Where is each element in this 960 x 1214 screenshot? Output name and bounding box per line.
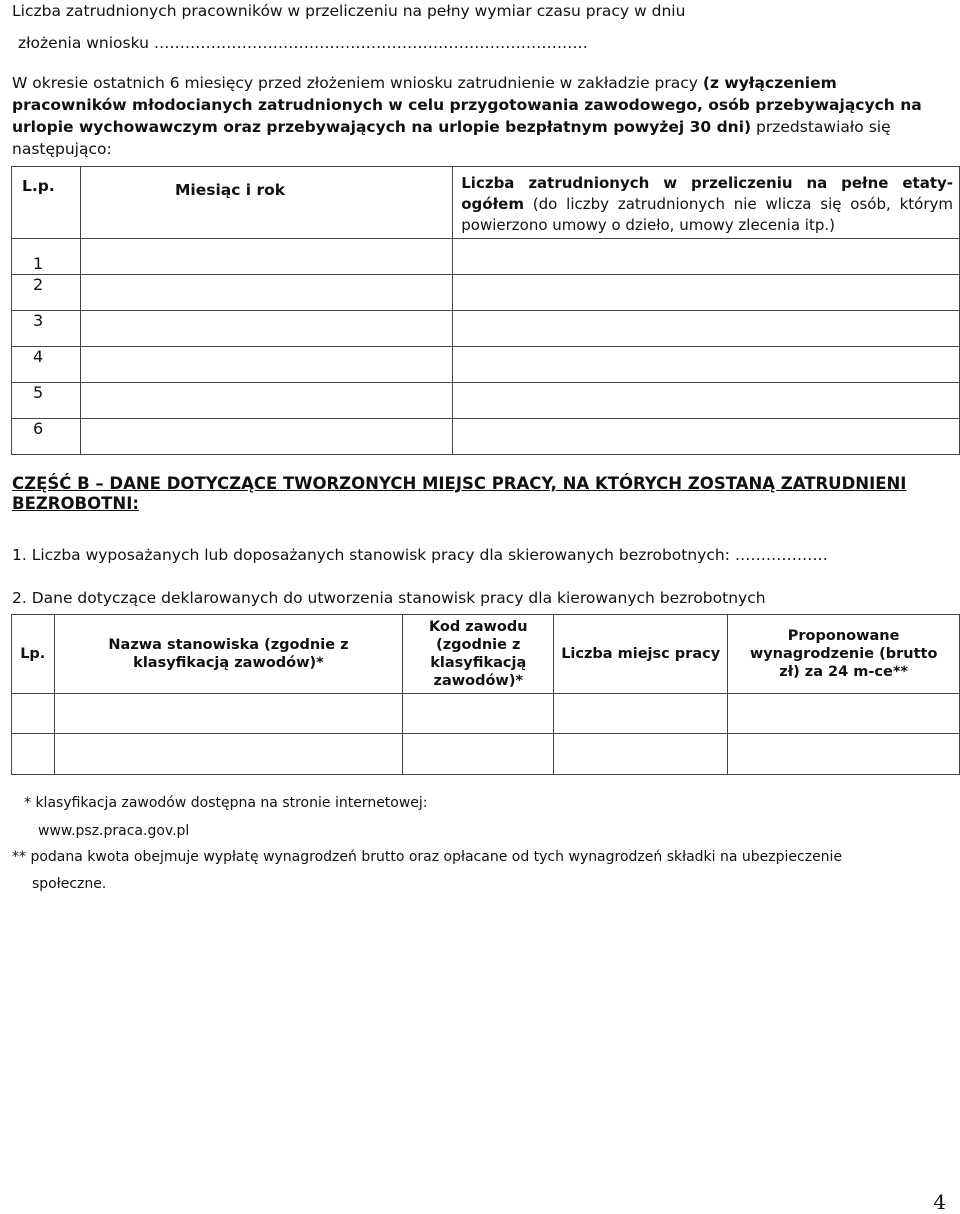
col-header-count-note: (do liczby zatrudnionych nie wlicza się osób, którym powierzono umowy o dzieło, umowy zlecenia itp.) xyxy=(461,195,953,234)
col-header-salary: Proponowane wynagrodzenie (brutto zł) za 24 m-ce** xyxy=(728,615,960,694)
month-cell[interactable] xyxy=(80,383,452,419)
month-cell[interactable] xyxy=(80,347,452,383)
row-number: 3 xyxy=(12,311,81,347)
occupation-code-cell[interactable] xyxy=(403,734,554,775)
col-header-month: Miesiąc i rok xyxy=(80,167,452,239)
occupation-code-cell[interactable] xyxy=(403,694,554,734)
col-header-position-name: Nazwa stanowiska (zgodnie z klasyfikacją zawodów)* xyxy=(54,615,403,694)
col-header-occupation-code: Kod zawodu (zgodnie z klasyfikacją zawodów)* xyxy=(403,615,554,694)
salary-cell[interactable] xyxy=(728,734,960,775)
month-cell[interactable] xyxy=(80,275,452,311)
row-number: 2 xyxy=(12,275,81,311)
lp-cell[interactable] xyxy=(12,694,55,734)
position-name-cell[interactable] xyxy=(54,694,403,734)
footnote-1-line-1: * klasyfikacja zawodów dostępna na stronie internetowej: xyxy=(24,795,428,811)
intro-plain-start: W okresie ostatnich 6 miesięcy przed złożeniem wniosku zatrudnienie w zakładzie pracy xyxy=(12,74,698,92)
job-count-cell[interactable] xyxy=(554,734,728,775)
section-b-item-1: 1. Liczba wyposażanych lub doposażanych stanowisk pracy dla skierowanych bezrobotnych: ……………… xyxy=(12,546,828,564)
intro-bold-part: (z wyłączeniem pracowników młodocianych zatrudnionych w celu przygotowania zawodowego, osób przebywających na urlopie wychowawczym oraz przebywających na urlopie bezpłatnym powyżej 30 dni) xyxy=(12,74,922,136)
row-number: 5 xyxy=(12,383,81,419)
header-line-2: złożenia wniosku ………………………………………………………………………… xyxy=(18,34,588,52)
lp-cell[interactable] xyxy=(12,734,55,775)
count-cell[interactable] xyxy=(453,419,960,455)
intro-paragraph xyxy=(12,72,948,160)
col-header-lp: Lp. xyxy=(12,615,55,694)
month-cell[interactable] xyxy=(80,419,452,455)
row-number: 1 xyxy=(12,239,81,275)
count-cell[interactable] xyxy=(453,383,960,419)
employment-table xyxy=(11,166,960,455)
position-name-cell[interactable] xyxy=(54,734,403,775)
positions-table xyxy=(11,614,960,775)
row-number: 4 xyxy=(12,347,81,383)
footnote-1-link[interactable]: www.psz.praca.gov.pl xyxy=(38,823,190,839)
col-header-count xyxy=(453,167,960,239)
col-header-job-count: Liczba miejsc pracy xyxy=(554,615,728,694)
section-b-item-2: 2. Dane dotyczące deklarowanych do utworzenia stanowisk pracy dla kierowanych bezrobotnych xyxy=(12,589,766,607)
footnote-2-line-2: społeczne. xyxy=(32,876,107,892)
count-cell[interactable] xyxy=(453,311,960,347)
job-count-cell[interactable] xyxy=(554,694,728,734)
col-header-lp: L.p. xyxy=(12,167,81,239)
page-number: 4 xyxy=(933,1190,946,1214)
salary-cell[interactable] xyxy=(728,694,960,734)
footnote-2-line-1: ** podana kwota obejmuje wypłatę wynagrodzeń brutto oraz opłacane od tych wynagrodzeń składki na ubezpieczenie xyxy=(12,849,843,865)
count-cell[interactable] xyxy=(453,239,960,275)
col-header-count-bold: Liczba zatrudnionych w przeliczeniu na pełne etaty-ogółem xyxy=(461,174,953,213)
month-cell[interactable] xyxy=(80,311,452,347)
intro-plain-end: przedstawiało się następująco: xyxy=(12,118,891,158)
month-cell[interactable] xyxy=(80,239,452,275)
header-line-1: Liczba zatrudnionych pracowników w przeliczeniu na pełny wymiar czasu pracy w dniu xyxy=(12,2,686,20)
row-number: 6 xyxy=(12,419,81,455)
count-cell[interactable] xyxy=(453,347,960,383)
count-cell[interactable] xyxy=(453,275,960,311)
section-b-title: CZĘŚĆ B – DANE DOTYCZĄCE TWORZONYCH MIEJSC PRACY, NA KTÓRYCH ZOSTANĄ ZATRUDNIENI BEZROBOTNI: xyxy=(12,474,907,513)
